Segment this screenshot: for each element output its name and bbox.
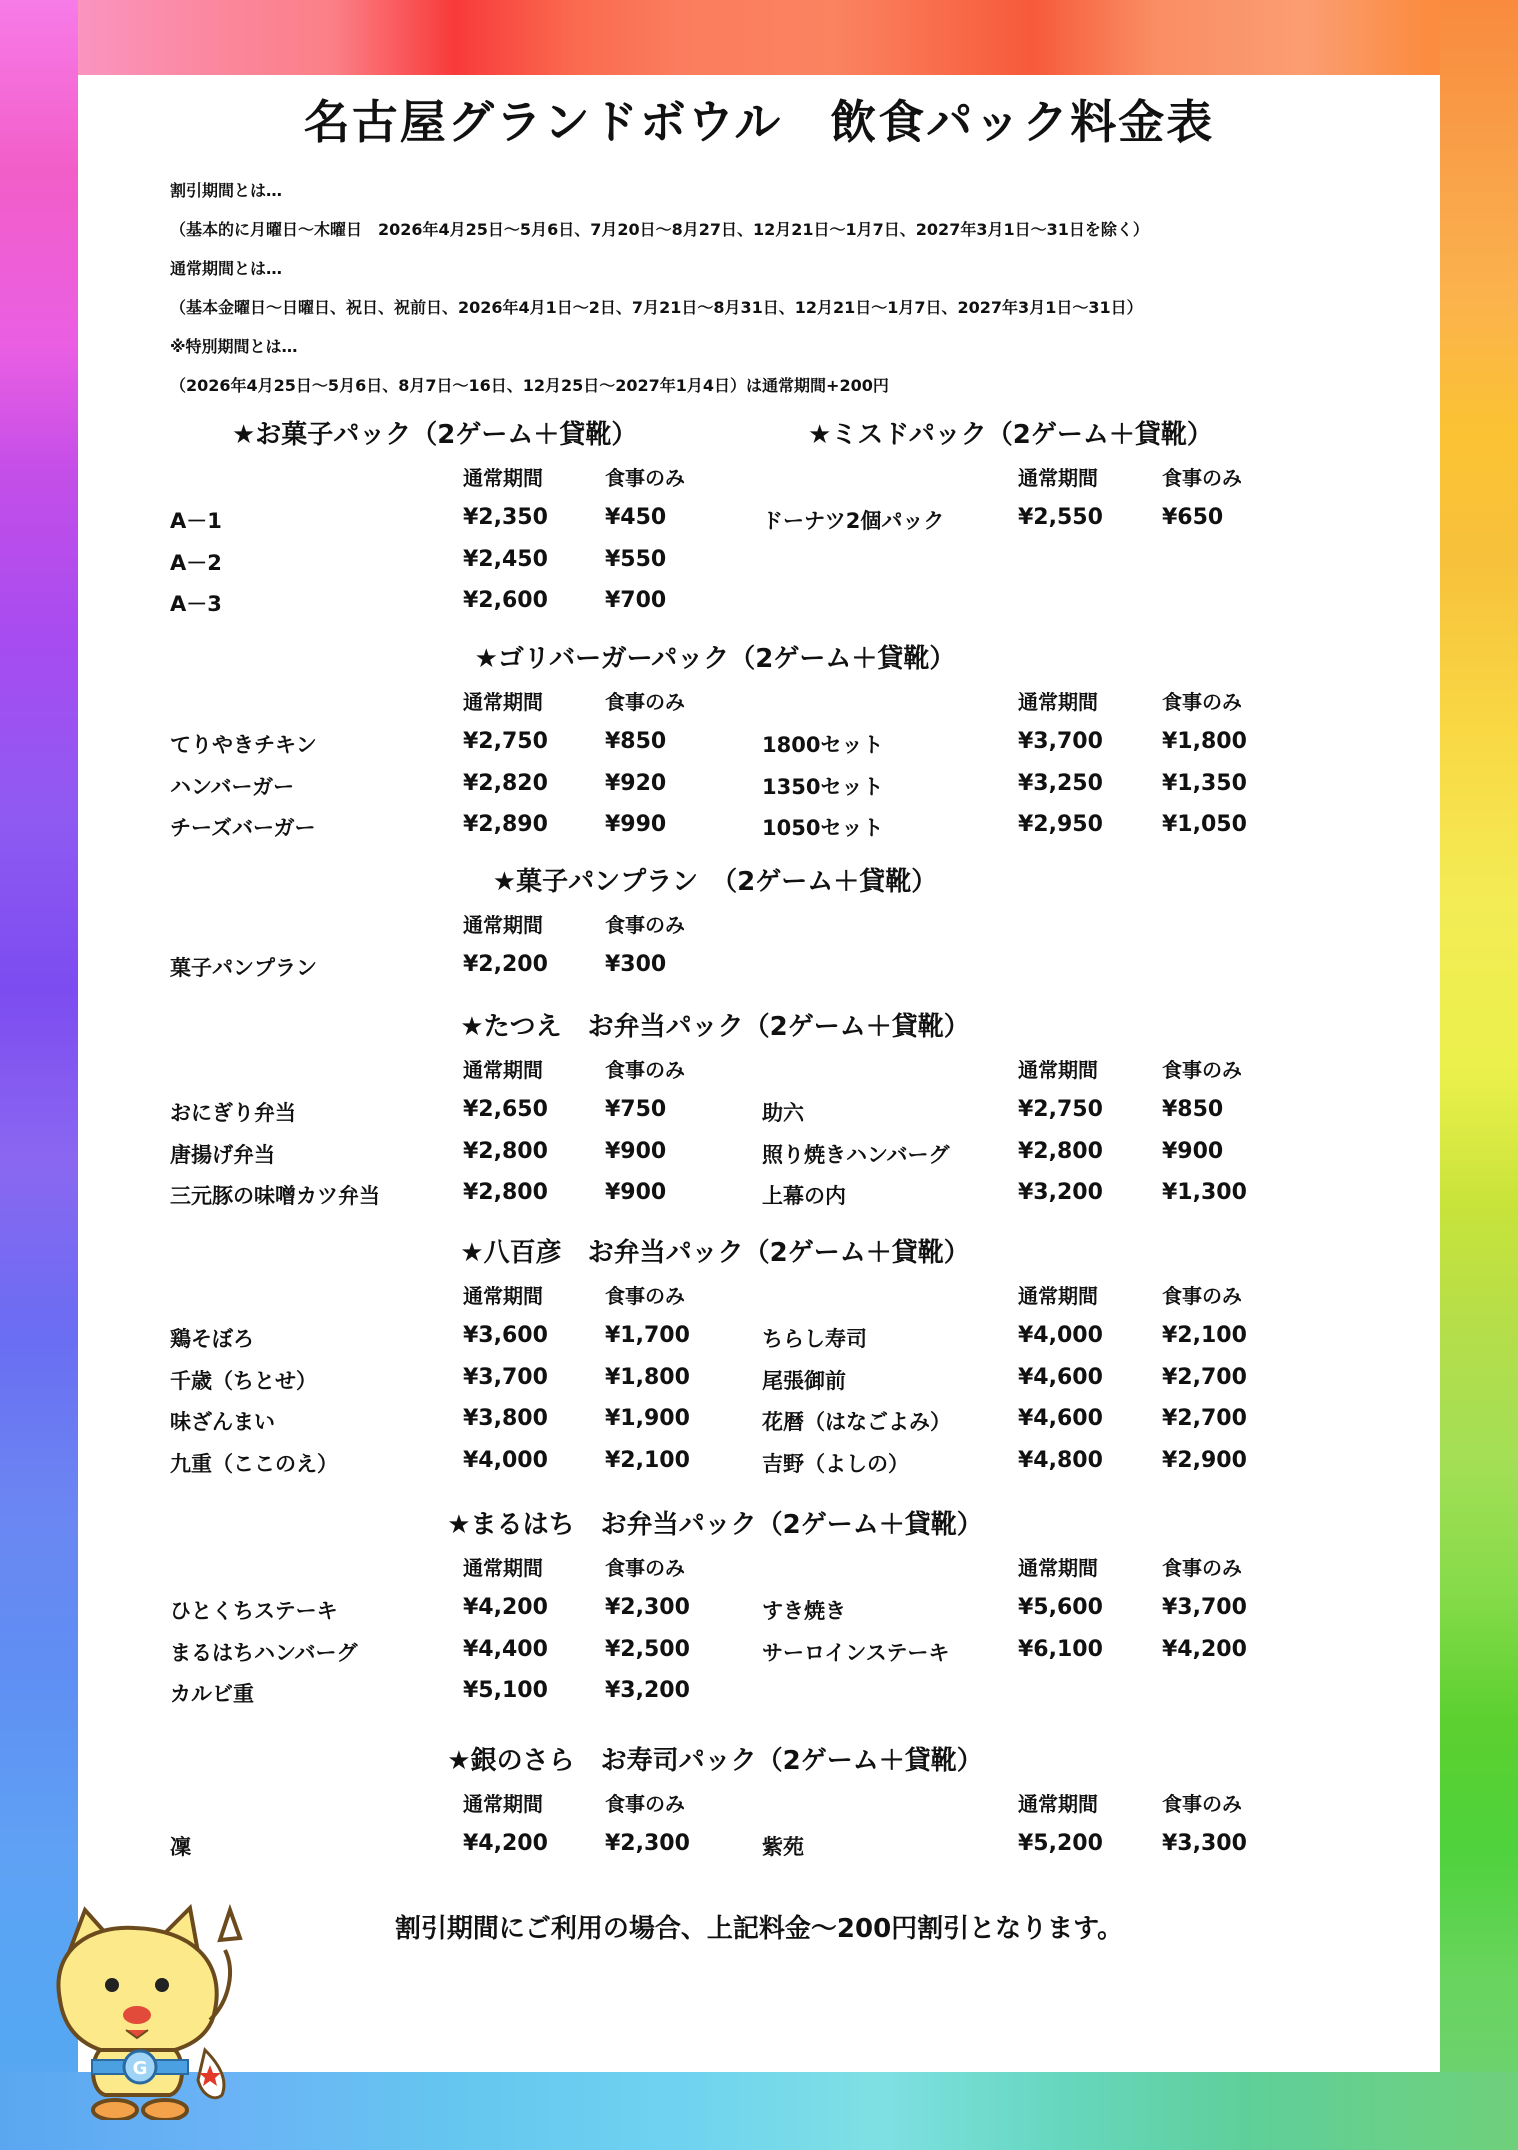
col-header-meal: 食事のみ	[605, 1058, 685, 1082]
col-header-meal: 食事のみ	[1162, 1792, 1242, 1816]
price-normal: ¥2,950	[1018, 812, 1103, 837]
price-normal: ¥2,800	[463, 1138, 548, 1164]
price-normal: ¥2,350	[463, 505, 548, 530]
price-meal-only: ¥920	[605, 770, 667, 796]
col-header-meal: 食事のみ	[605, 466, 685, 490]
col-header-normal: 通常期間	[1018, 1792, 1098, 1816]
menu-item-name: 上幕の内	[762, 1184, 846, 1208]
price-normal: ¥4,800	[1018, 1447, 1103, 1473]
price-normal: ¥5,100	[463, 1678, 548, 1703]
section-title: ★銀のさら お寿司パック（2ゲーム＋貸靴）	[447, 1746, 983, 1776]
menu-item-name: A－1	[170, 509, 222, 533]
menu-item-name: 唐揚げ弁当	[170, 1142, 275, 1167]
price-normal: ¥6,100	[1018, 1636, 1103, 1662]
price-normal: ¥5,200	[1018, 1831, 1103, 1856]
menu-item-name: 紫苑	[762, 1835, 804, 1859]
price-normal: ¥2,750	[463, 729, 548, 754]
rainbow-border-right	[1440, 0, 1518, 2150]
col-header-meal: 食事のみ	[1162, 466, 1242, 490]
section-title: ★ミスドパック（2ゲーム＋貸靴）	[808, 420, 1213, 450]
cat-mascot-icon	[30, 1890, 250, 2120]
price-normal: ¥2,800	[1018, 1138, 1103, 1164]
col-header-meal: 食事のみ	[1162, 1058, 1242, 1082]
price-meal-only: ¥3,200	[605, 1678, 690, 1703]
price-normal: ¥4,000	[463, 1447, 548, 1473]
menu-item-name: 花暦（はなごよみ）	[762, 1410, 951, 1434]
menu-item-name: 味ざんまい	[170, 1410, 275, 1434]
price-normal: ¥4,200	[463, 1831, 548, 1856]
price-normal: ¥4,200	[463, 1595, 548, 1620]
price-meal-only: ¥750	[605, 1097, 667, 1122]
menu-item-name: 1800セット	[762, 733, 884, 757]
menu-item-name: すき焼き	[762, 1599, 846, 1623]
note-line: 割引期間とは…	[170, 181, 283, 200]
col-header-meal: 食事のみ	[1162, 1556, 1242, 1580]
price-meal-only: ¥1,900	[605, 1406, 690, 1431]
price-normal: ¥2,800	[463, 1180, 548, 1205]
col-header-meal: 食事のみ	[605, 913, 685, 937]
col-header-normal: 通常期間	[1018, 466, 1098, 490]
price-meal-only: ¥450	[605, 505, 667, 530]
price-meal-only: ¥550	[605, 546, 667, 572]
note-line: （基本金曜日～日曜日、祝日、祝前日、2026年4月1日～2日、7月21日～8月31日、12月21日～1月7日、2027年3月1日～31日）	[170, 298, 1143, 317]
menu-item-name: ちらし寿司	[762, 1327, 867, 1351]
price-normal: ¥4,400	[463, 1636, 548, 1662]
price-normal: ¥3,250	[1018, 770, 1103, 796]
col-header-normal: 通常期間	[463, 1058, 543, 1082]
price-normal: ¥4,600	[1018, 1406, 1103, 1431]
price-meal-only: ¥2,700	[1162, 1406, 1247, 1431]
price-meal-only: ¥2,300	[605, 1831, 690, 1856]
menu-item-name: ドーナツ2個パック	[762, 509, 945, 533]
price-meal-only: ¥1,050	[1162, 812, 1247, 837]
menu-item-name: 千歳（ちとせ）	[170, 1368, 317, 1393]
note-line: ※特別期間とは…	[170, 337, 298, 356]
menu-item-name: チーズバーガー	[170, 816, 316, 840]
rainbow-border-left	[0, 0, 78, 2150]
price-normal: ¥2,650	[463, 1097, 548, 1122]
mascot-badge-letter: G	[132, 2058, 148, 2079]
col-header-meal: 食事のみ	[605, 1556, 685, 1580]
price-normal: ¥2,450	[463, 546, 548, 572]
section-title: ★八百彦 お弁当パック（2ゲーム＋貸靴）	[460, 1238, 970, 1268]
menu-item-name: まるはちハンバーグ	[170, 1640, 358, 1665]
price-meal-only: ¥900	[605, 1138, 667, 1164]
col-header-normal: 通常期間	[1018, 1284, 1098, 1308]
menu-item-name: サーロインステーキ	[762, 1640, 950, 1665]
menu-item-name: 菓子パンプラン	[170, 956, 317, 980]
section-title: ★ゴリバーガーパック（2ゲーム＋貸靴）	[474, 644, 956, 674]
price-meal-only: ¥2,100	[1162, 1323, 1247, 1348]
menu-item-name: 1350セット	[762, 774, 884, 799]
price-meal-only: ¥3,300	[1162, 1831, 1247, 1856]
price-meal-only: ¥990	[605, 812, 667, 837]
price-meal-only: ¥1,800	[1162, 729, 1247, 754]
col-header-meal: 食事のみ	[1162, 690, 1242, 714]
page-title: 名古屋グランドボウル 飲食パック料金表	[303, 95, 1215, 149]
price-meal-only: ¥1,700	[605, 1323, 690, 1348]
col-header-normal: 通常期間	[1018, 1058, 1098, 1082]
menu-item-name: 凜	[170, 1835, 191, 1859]
col-header-normal: 通常期間	[463, 466, 543, 490]
price-meal-only: ¥700	[605, 588, 667, 613]
price-normal: ¥3,200	[1018, 1180, 1103, 1205]
col-header-normal: 通常期間	[463, 913, 543, 937]
note-line: 通常期間とは…	[170, 259, 283, 278]
col-header-normal: 通常期間	[1018, 1556, 1098, 1580]
price-meal-only: ¥2,700	[1162, 1364, 1247, 1390]
price-normal: ¥2,200	[463, 952, 548, 977]
price-normal: ¥2,600	[463, 588, 548, 613]
price-meal-only: ¥850	[1162, 1097, 1224, 1122]
menu-item-name: 1050セット	[762, 816, 884, 840]
price-meal-only: ¥2,100	[605, 1447, 690, 1473]
price-meal-only: ¥900	[1162, 1138, 1224, 1164]
price-normal: ¥2,550	[1018, 505, 1103, 530]
price-normal: ¥2,890	[463, 812, 548, 837]
price-normal: ¥4,600	[1018, 1364, 1103, 1390]
price-normal: ¥3,600	[463, 1323, 548, 1348]
price-meal-only: ¥1,350	[1162, 770, 1247, 796]
menu-item-name: てりやきチキン	[170, 733, 317, 757]
section-title: ★たつえ お弁当パック（2ゲーム＋貸靴）	[460, 1012, 970, 1042]
section-title: ★菓子パンプラン （2ゲーム＋貸靴）	[492, 867, 938, 897]
menu-item-name: A－2	[170, 550, 222, 575]
discount-footer: 割引期間にご利用の場合、上記料金～200円割引となります。	[394, 1914, 1124, 1944]
rainbow-border-top	[0, 0, 1518, 75]
menu-item-name: 三元豚の味噌カツ弁当	[170, 1184, 380, 1208]
price-normal: ¥2,750	[1018, 1097, 1103, 1122]
price-meal-only: ¥2,900	[1162, 1447, 1247, 1473]
menu-item-name: 九重（ここのえ）	[170, 1451, 338, 1476]
price-normal: ¥3,700	[1018, 729, 1103, 754]
section-title: ★お菓子パック（2ゲーム＋貸靴）	[232, 420, 638, 450]
col-header-meal: 食事のみ	[1162, 1284, 1242, 1308]
price-meal-only: ¥850	[605, 729, 667, 754]
col-header-normal: 通常期間	[1018, 690, 1098, 714]
col-header-meal: 食事のみ	[605, 1284, 685, 1308]
menu-item-name: 吉野（よしの）	[762, 1451, 909, 1476]
col-header-normal: 通常期間	[463, 1792, 543, 1816]
section-title: ★まるはち お弁当パック（2ゲーム＋貸靴）	[447, 1510, 983, 1540]
col-header-meal: 食事のみ	[605, 1792, 685, 1816]
col-header-normal: 通常期間	[463, 690, 543, 714]
menu-item-name: 鶏そぼろ	[170, 1327, 254, 1351]
price-meal-only: ¥300	[605, 952, 667, 977]
col-header-normal: 通常期間	[463, 1556, 543, 1580]
col-header-normal: 通常期間	[463, 1284, 543, 1308]
menu-item-name: ハンバーガー	[170, 774, 295, 799]
price-meal-only: ¥2,500	[605, 1636, 690, 1662]
price-meal-only: ¥3,700	[1162, 1595, 1247, 1620]
price-normal: ¥3,800	[463, 1406, 548, 1431]
menu-item-name: 照り焼きハンバーグ	[762, 1142, 950, 1167]
menu-item-name: カルビ重	[170, 1682, 254, 1706]
price-meal-only: ¥4,200	[1162, 1636, 1247, 1662]
note-line: （2026年4月25日～5月6日、8月7日～16日、12月25日～2027年1月4日）は通常期間+200円	[170, 376, 889, 395]
price-meal-only: ¥1,300	[1162, 1180, 1247, 1205]
price-meal-only: ¥900	[605, 1180, 667, 1205]
menu-item-name: 尾張御前	[762, 1368, 846, 1393]
price-normal: ¥2,820	[463, 770, 548, 796]
price-normal: ¥4,000	[1018, 1323, 1103, 1348]
menu-item-name: おにぎり弁当	[170, 1101, 296, 1125]
price-meal-only: ¥2,300	[605, 1595, 690, 1620]
price-meal-only: ¥1,800	[605, 1364, 690, 1390]
menu-item-name: 助六	[762, 1101, 804, 1125]
col-header-meal: 食事のみ	[605, 690, 685, 714]
menu-item-name: ひとくちステーキ	[170, 1599, 338, 1623]
menu-item-name: A－3	[170, 592, 222, 616]
price-normal: ¥5,600	[1018, 1595, 1103, 1620]
price-normal: ¥3,700	[463, 1364, 548, 1390]
note-line: （基本的に月曜日～木曜日 2026年4月25日～5月6日、7月20日～8月27日、12月21日～1月7日、2027年3月1日～31日を除く）	[170, 220, 1149, 239]
price-meal-only: ¥650	[1162, 505, 1224, 530]
